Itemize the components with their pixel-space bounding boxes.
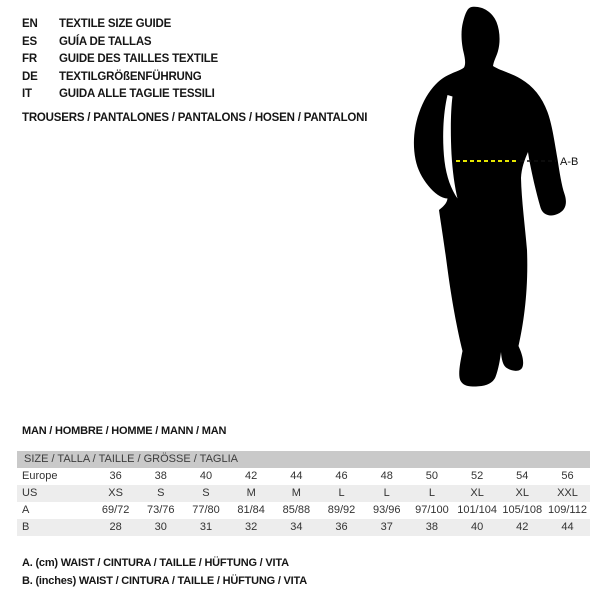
- language-row-fr: [22, 51, 218, 69]
- language-row-es: [22, 34, 218, 52]
- language-row-it: [22, 86, 218, 104]
- language-row-de: [22, 69, 218, 87]
- size-cell: 101/104: [457, 504, 497, 516]
- size-cell: L: [338, 487, 345, 499]
- size-cell: 81/84: [237, 504, 265, 516]
- measurement-footnotes: [22, 555, 307, 590]
- table-row-a: [17, 502, 590, 519]
- size-cell: M: [246, 487, 256, 499]
- row-label: B: [22, 521, 30, 533]
- size-cell: 46: [335, 470, 348, 482]
- language-code: ES: [22, 35, 37, 48]
- size-cell: 85/88: [282, 504, 311, 516]
- language-title-text: TEXTILGRÖßENFÜHRUNG: [59, 70, 202, 83]
- size-cell: XL: [470, 487, 484, 499]
- size-cell: 40: [470, 521, 484, 533]
- size-table: [17, 451, 590, 536]
- size-cell: 52: [470, 470, 484, 482]
- size-cell: L: [428, 487, 435, 499]
- size-cell: S: [202, 487, 210, 499]
- language-row-en: [22, 16, 218, 34]
- size-cell: 30: [154, 521, 167, 533]
- size-cell: 69/72: [101, 504, 130, 516]
- garment-category-title: TROUSERS / PANTALONES / PANTALONS / HOSEN / PANTALONI: [22, 112, 368, 124]
- language-title-text: GUÍA DE TALLAS: [59, 35, 152, 48]
- table-row-us: [17, 485, 590, 502]
- size-cell: 109/112: [547, 504, 587, 516]
- size-cell: 93/96: [372, 504, 401, 516]
- size-cell: L: [383, 487, 390, 499]
- size-cell: 42: [245, 470, 258, 482]
- language-title-text: GUIDA ALLE TAGLIE TESSILI: [59, 88, 215, 100]
- language-title-text: TEXTILE SIZE GUIDE: [59, 18, 172, 30]
- table-row-europe: [17, 468, 590, 485]
- size-cell: XL: [515, 487, 530, 499]
- size-cell: 97/100: [415, 504, 449, 516]
- size-cell: 28: [109, 521, 122, 533]
- size-cell: 50: [425, 470, 439, 482]
- size-cell: 54: [516, 470, 529, 482]
- size-cell: 56: [561, 470, 574, 482]
- language-code: DE: [22, 70, 38, 83]
- waist-measure-label: A-B: [560, 156, 579, 168]
- size-cell: 44: [561, 521, 574, 533]
- table-row-b: [17, 519, 590, 536]
- size-cell: 37: [380, 521, 393, 533]
- size-cell: XXL: [557, 487, 578, 499]
- language-title-text: GUIDE DES TAILLES TEXTILE: [59, 53, 218, 65]
- language-title-block: [22, 16, 218, 104]
- size-table-header: SIZE / TALLA / TAILLE / GRÖSSE / TAGLIA: [17, 451, 590, 468]
- row-label: A: [22, 504, 30, 516]
- size-cell: S: [157, 487, 165, 499]
- man-silhouette-figure: [385, 0, 600, 420]
- size-cell: 36: [109, 470, 122, 482]
- size-cell: 105/108: [502, 504, 543, 516]
- size-cell: 40: [199, 470, 213, 482]
- size-cell: 38: [154, 470, 167, 482]
- size-cell: 36: [335, 521, 348, 533]
- row-label: US: [22, 487, 38, 499]
- man-silhouette-body: [414, 7, 566, 387]
- size-cell: 34: [290, 521, 303, 533]
- row-label: Europe: [22, 470, 58, 482]
- language-code: EN: [22, 18, 38, 30]
- size-table-body: [17, 468, 590, 536]
- footnote-line-2: B. (inches) WAIST / CINTURA / TAILLE / HÜFTUNG / VITA: [22, 574, 307, 587]
- size-cell: 89/92: [327, 504, 356, 516]
- size-cell: 44: [290, 470, 303, 482]
- size-cell: 73/76: [147, 504, 175, 516]
- gender-section-title: MAN / HOMBRE / HOMME / MANN / MAN: [22, 425, 227, 437]
- size-cell: 42: [516, 521, 529, 533]
- size-cell: 38: [425, 521, 439, 533]
- language-code: FR: [22, 53, 37, 65]
- size-cell: 77/80: [192, 504, 220, 516]
- size-cell: 48: [380, 470, 393, 482]
- size-cell: M: [291, 487, 301, 499]
- size-cell: 31: [199, 521, 213, 533]
- size-cell: XS: [108, 487, 123, 499]
- language-code: IT: [22, 88, 32, 100]
- size-cell: 32: [245, 521, 258, 533]
- footnote-line-1: A. (cm) WAIST / CINTURA / TAILLE / HÜFTUNG / VITA: [22, 557, 289, 569]
